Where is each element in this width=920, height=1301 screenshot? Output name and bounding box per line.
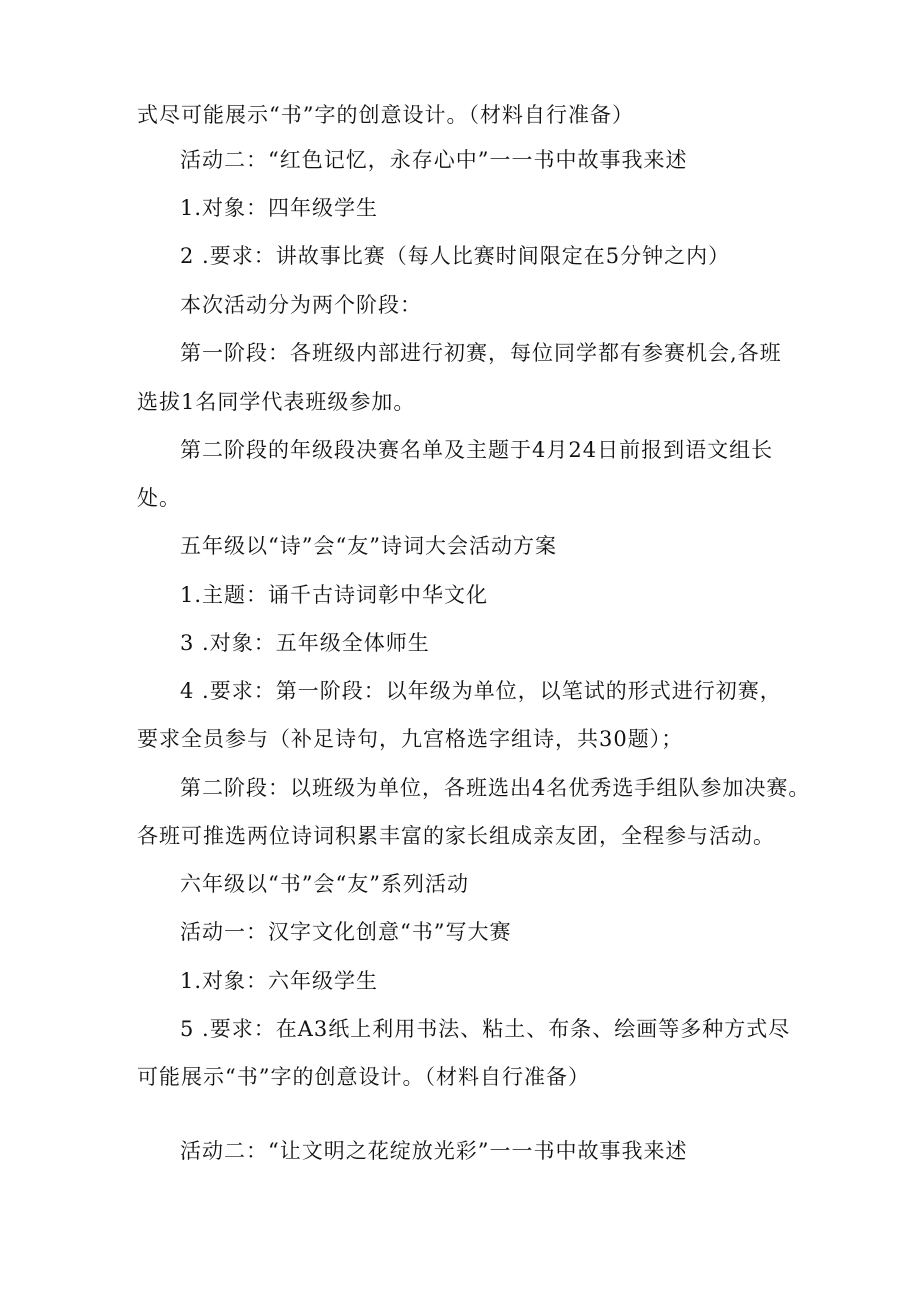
text-line-target: 1.对象：六年级学生 <box>180 969 379 993</box>
text-line-requirement: 2 .要求：讲故事比赛（每人比赛时间限定在5分钟之内） <box>180 244 731 268</box>
text-line-activity-one-heading: 活动一：汉字文化创意“书”写大赛 <box>180 920 512 944</box>
text-line-grade-six-heading: 六年级以“书”会“友”系列活动 <box>180 872 469 896</box>
text-line-grade-five-heading: 五年级以“诗”会“友”诗词大会活动方案 <box>180 534 557 558</box>
text-line-activity-two-heading: 活动二：“让文明之花绽放光彩”一一书中故事我来述 <box>180 1139 688 1163</box>
text-line-target: 3 .对象：五年级全体师生 <box>180 631 430 655</box>
text-line-stage-two-cont: 各班可推选两位诗词积累丰富的家长组成亲友团，全程参与活动。 <box>137 824 775 848</box>
text-line-requirement-cont: 可能展示“书”字的创意设计。（材料自行准备） <box>137 1065 590 1089</box>
text-line-stage-one: 第一阶段：各班级内部进行初赛，每位同学都有参赛机会,各班 <box>180 341 782 365</box>
text-line-requirement: 4 .要求：第一阶段：以年级为单位，以笔试的形式进行初赛， <box>180 679 782 703</box>
text-line-stage-one-cont: 选拔1名同学代表班级参加。 <box>137 390 416 414</box>
text-line-stage-two: 第二阶段：以班级为单位，各班选出4名优秀选手组队参加决赛。 <box>180 776 811 800</box>
text-line-stages-intro: 本次活动分为两个阶段： <box>180 293 422 317</box>
text-line-requirement: 5 .要求：在A3纸上利用书法、粘土、布条、绘画等多种方式尽 <box>180 1017 791 1041</box>
text-line-continuation: 式尽可能展示“书”字的创意设计。（材料自行准备） <box>137 103 634 127</box>
text-line-activity-two-heading: 活动二：“红色记忆，永存心中”一一书中故事我来述 <box>180 148 688 172</box>
text-line-theme: 1.主题：诵千古诗词彰中华文化 <box>180 583 489 607</box>
text-line-stage-two: 第二阶段的年级段决赛名单及主题于4月24日前报到语文组长 <box>180 438 774 462</box>
text-line-requirement-cont: 要求全员参与（补足诗句，九宫格选字组诗，共30题）； <box>137 727 684 751</box>
text-line-target: 1.对象：四年级学生 <box>180 196 379 220</box>
text-line-stage-two-cont: 处。 <box>137 486 181 510</box>
